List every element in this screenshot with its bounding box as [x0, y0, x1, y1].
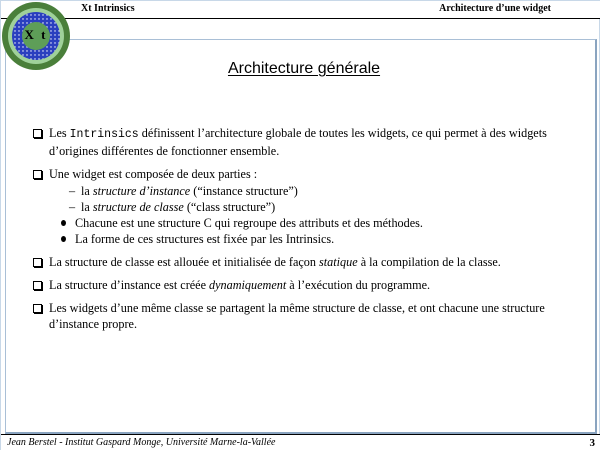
round-bullet-icon [61, 236, 66, 242]
code-intrinsics: Intrinsics [69, 128, 139, 141]
dot-text: Chacune est une structure C qui regroupe des attributs et des méthodes. [75, 216, 423, 230]
bullet-intrinsics [31, 125, 581, 159]
round-bullet-icon [61, 220, 66, 226]
bullet-text: Les widgets d’une même classe se partagent la même structure de classe, et ont chacune une structure d’instance propre. [49, 301, 545, 331]
sub-text: (“class structure”) [183, 200, 276, 214]
bullet-instance-structure [31, 277, 581, 293]
xt-logo-icon [1, 1, 71, 71]
bullet-class-structure [31, 254, 581, 270]
square-bullet-icon [33, 304, 42, 313]
bullet-text: à la compilation de la classe. [357, 255, 501, 269]
bullet-widget-parts [31, 166, 581, 182]
content-body [31, 125, 581, 339]
dot-text: La forme de ces structures est fixée par les Intrinsics. [75, 232, 335, 246]
bullet-text: définissent l’architecture globale de toutes les widgets, ce qui permet à des widgets d’origines différentes de fonctionner ensemble. [49, 126, 547, 158]
bullet-text: La structure d’instance est créée [49, 278, 210, 292]
square-bullet-icon [33, 129, 42, 138]
header-course-title: Xt Intrinsics [81, 3, 135, 14]
dot-item-fixed-form [31, 231, 581, 247]
sub-text-emphasis: structure d’instance [92, 184, 191, 198]
logo-text: X t [24, 27, 48, 42]
sub-item-instance [31, 183, 581, 199]
sub-text: la [81, 200, 93, 214]
bullet-text-emphasis: dynamiquement [209, 278, 287, 292]
sub-item-class [31, 199, 581, 215]
page-number: 3 [589, 437, 595, 449]
dash-icon: – [69, 200, 76, 214]
bullet-text-emphasis: statique [319, 255, 358, 269]
header-bar [1, 1, 600, 19]
footer-bar [1, 434, 600, 452]
bullet-text: Une widget est composée de deux parties : [49, 167, 258, 181]
square-bullet-icon [33, 170, 42, 179]
bullet-text: La structure de classe est allouée et initialisée de façon [49, 255, 320, 269]
dash-icon: – [69, 184, 76, 198]
dot-item-structure-c [31, 215, 581, 231]
sub-text: (“instance structure”) [190, 184, 298, 198]
bullet-text: Les [49, 126, 70, 140]
sub-text-emphasis: structure de classe [92, 200, 184, 214]
sub-text: la [81, 184, 93, 198]
bullet-shared-class [31, 300, 581, 332]
square-bullet-icon [33, 281, 42, 290]
slide-title: Architecture générale [227, 60, 381, 77]
header-section-title: Architecture d’une widget [439, 3, 551, 14]
square-bullet-icon [33, 258, 42, 267]
bullet-text: à l’exécution du programme. [286, 278, 431, 292]
footer-author: Jean Berstel - Institut Gaspard Monge, Université Marne-la-Vallée [7, 437, 276, 448]
